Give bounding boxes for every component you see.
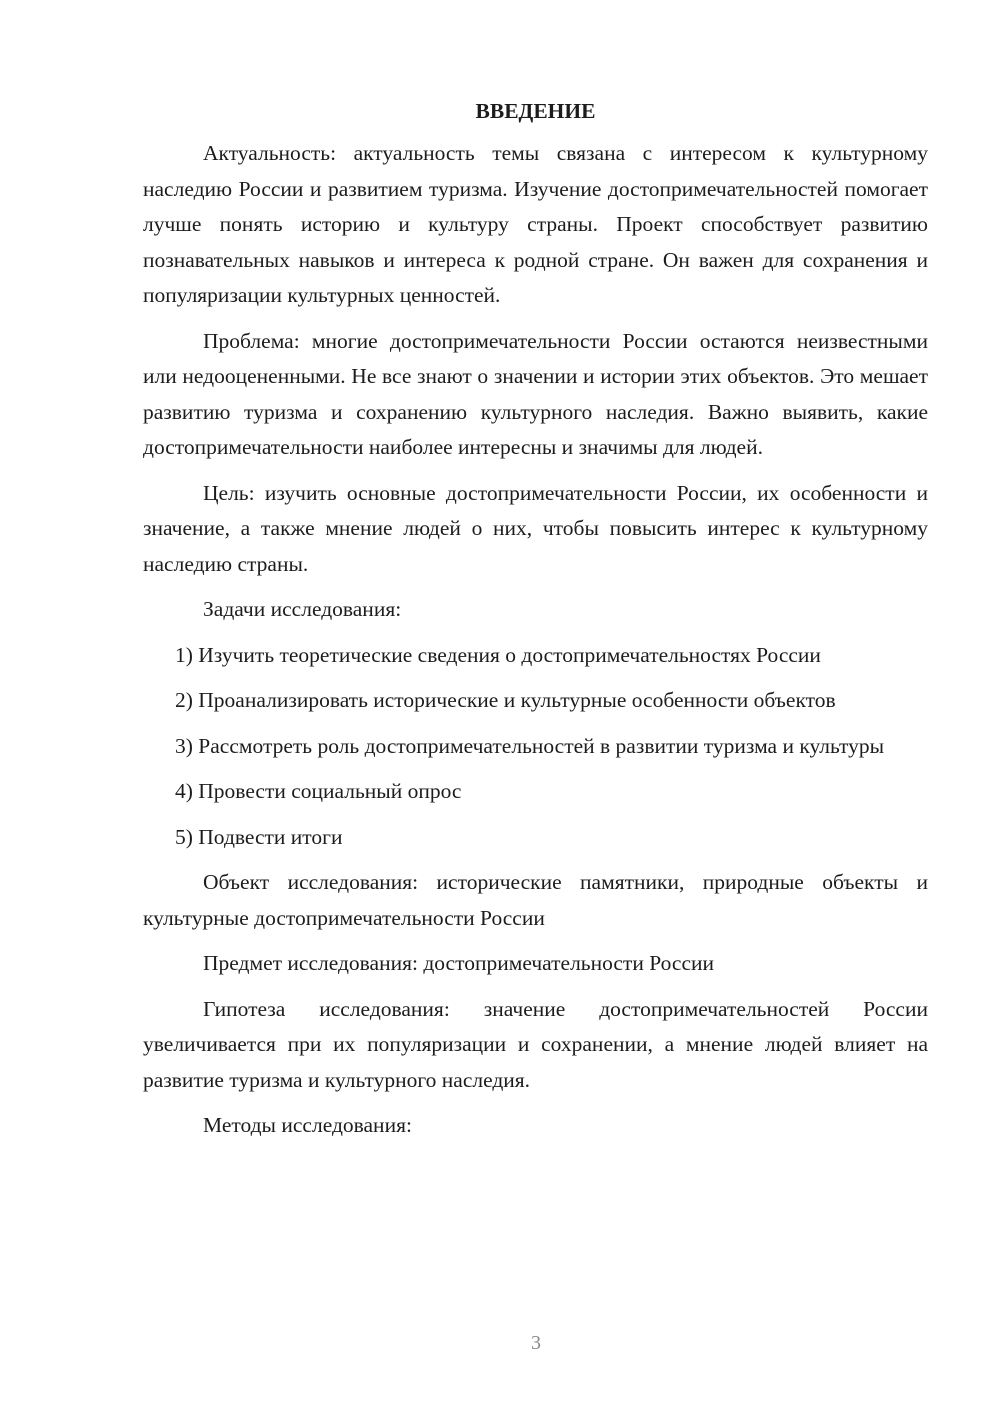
hypothesis-paragraph: Гипотеза исследования: значение достопримечательностей России увеличивается при их популяризации и сохранении, а мнение людей влияет на развитие туризма и культурного наследия.	[143, 996, 928, 1092]
task-item-2: 2) Проанализировать исторические и культурные особенности объектов	[175, 688, 836, 712]
object-paragraph: Объект исследования: исторические памятники, природные объекты и культурные достопримечательности России	[143, 870, 928, 930]
page-number: 3	[531, 1332, 541, 1354]
page-content	[143, 96, 928, 1154]
subject-paragraph: Предмет исследования: достопримечательности России	[203, 951, 715, 975]
methods-heading: Методы исследования:	[203, 1113, 412, 1137]
task-item-1: 1) Изучить теоретические сведения о достопримечательностях России	[175, 642, 821, 667]
tasks-heading: Задачи исследования:	[203, 597, 402, 621]
goal-paragraph: Цель: изучить основные достопримечательности России, их особенности и значение, а также мнение людей о них, чтобы повысить интерес к культурному наследию страны.	[143, 480, 928, 576]
section-title: ВВЕДЕНИЕ	[475, 99, 596, 123]
task-item-3: 3) Рассмотреть роль достопримечательностей в развитии туризма и культуры	[175, 733, 885, 758]
task-item-5: 5) Подвести итоги	[175, 824, 343, 849]
relevance-paragraph: Актуальность: актуальность темы связана с интересом к культурному наследию России и развитием туризма. Изучение достопримечательностей помогает лучше понять историю и культуру страны. Проект способствует развитию познавательных навыков и интереса к родной стране. Он важен для сохранения и популяризации культурных ценностей.	[143, 141, 928, 307]
problem-paragraph: Проблема: многие достопримечательности России остаются неизвестными или недооцененными. Не все знают о значении и истории этих объектов. Это мешает развитию туризма и сохранению культурного наследия. Важно выявить, какие достопримечательности наиболее интересны и значимы для людей.	[143, 328, 928, 459]
task-item-4: 4) Провести социальный опрос	[175, 779, 462, 803]
